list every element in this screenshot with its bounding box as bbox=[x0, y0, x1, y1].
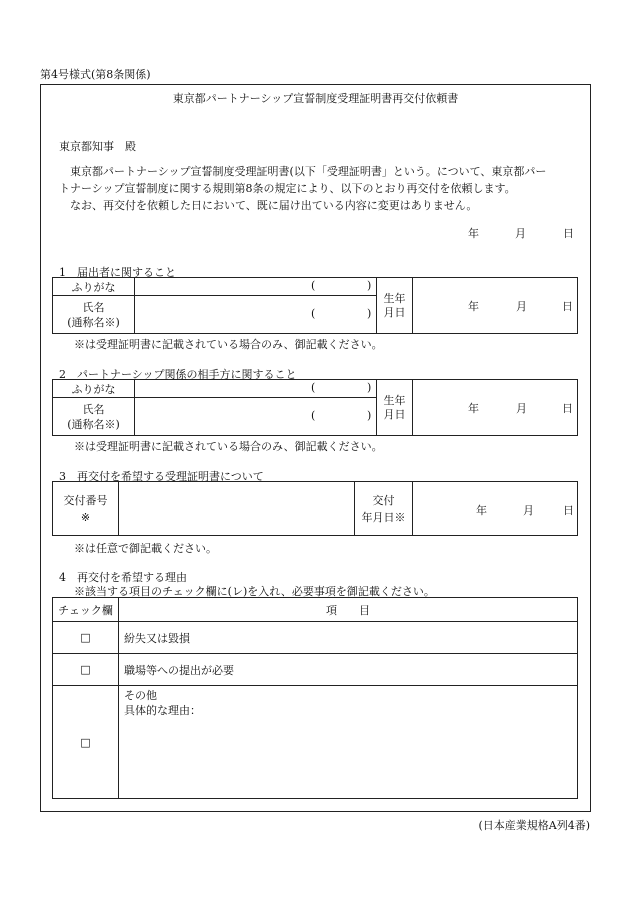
paren-open: ( bbox=[311, 409, 316, 422]
furigana-input[interactable] bbox=[135, 278, 377, 296]
paren-close: ) bbox=[367, 279, 372, 292]
birth-year: 年 bbox=[468, 300, 479, 313]
issue-number-label bbox=[53, 482, 119, 536]
paren-open: ( bbox=[311, 381, 316, 394]
footer-note: (日本産業規格A列4番) bbox=[478, 819, 590, 832]
request-date-month[interactable]: 月 bbox=[515, 227, 526, 240]
issue-number-label-line1: 交付番号 bbox=[63, 493, 108, 507]
checkbox-other[interactable]: □ bbox=[53, 686, 119, 799]
paren-open: ( bbox=[311, 279, 316, 292]
reason-other-label: その他 bbox=[124, 689, 157, 702]
issue-month: 月 bbox=[523, 504, 534, 517]
birthdate-label bbox=[377, 380, 413, 436]
col-check-header: チェック欄 bbox=[53, 598, 119, 622]
birthdate-input[interactable] bbox=[413, 380, 578, 436]
section3-heading: 3 再交付を希望する受理証明書について bbox=[59, 470, 264, 483]
issue-number-label-line2: ※ bbox=[80, 510, 91, 524]
birth-month: 月 bbox=[516, 402, 527, 415]
furigana-label: ふりがな bbox=[53, 278, 135, 296]
name-label bbox=[53, 296, 135, 334]
issue-number-input[interactable] bbox=[119, 482, 355, 536]
section2-table bbox=[52, 379, 578, 436]
paren-close: ) bbox=[367, 307, 372, 320]
reason-other-detail-label: 具体的な理由： bbox=[124, 704, 201, 717]
name-input[interactable] bbox=[135, 296, 377, 334]
reason-other[interactable] bbox=[119, 686, 578, 799]
name-label bbox=[53, 398, 135, 436]
issue-day: 日 bbox=[563, 504, 574, 517]
intro-line-2: トナーシップ宣誓制度に関する規則第8条の規定により、以下のとおり再交付を依頼します。 bbox=[59, 182, 516, 195]
furigana-input[interactable] bbox=[135, 380, 377, 398]
request-date-year[interactable]: 年 bbox=[468, 227, 479, 240]
birth-day: 日 bbox=[562, 402, 573, 415]
reason-table bbox=[52, 597, 578, 799]
reason-lost: 紛失又は毀損 bbox=[119, 622, 578, 654]
birth-year: 年 bbox=[468, 402, 479, 415]
section3-table bbox=[52, 481, 578, 536]
name-label-line2: (通称名※) bbox=[67, 417, 120, 431]
section3-note: ※は任意で御記載ください。 bbox=[74, 542, 217, 555]
paren-close: ) bbox=[367, 409, 372, 422]
name-input[interactable] bbox=[135, 398, 377, 436]
issue-date-label-line1: 交付 bbox=[372, 493, 395, 507]
issue-year: 年 bbox=[476, 504, 487, 517]
section4-instruction: ※該当する項目のチェック欄に(レ)を入れ、必要事項を御記載ください。 bbox=[74, 585, 435, 598]
birth-day: 日 bbox=[562, 300, 573, 313]
issue-date-input[interactable] bbox=[413, 482, 578, 536]
birthdate-label-line2: 月日 bbox=[383, 305, 406, 319]
intro-paragraph bbox=[59, 163, 585, 214]
section2-heading: 2 パートナーシップ関係の相手方に関すること bbox=[59, 368, 297, 381]
issue-date-label bbox=[355, 482, 413, 536]
section1-note: ※は受理証明書に記載されている場合のみ、御記載ください。 bbox=[74, 338, 383, 351]
issue-date-label-line2: 年月日※ bbox=[361, 510, 406, 524]
birth-month: 月 bbox=[516, 300, 527, 313]
section1-heading: 1 届出者に関すること bbox=[59, 266, 176, 279]
section2-note: ※は受理証明書に記載されている場合のみ、御記載ください。 bbox=[74, 440, 383, 453]
form-number-label: 第4号様式(第8条関係) bbox=[40, 68, 151, 81]
form-title: 東京都パートナーシップ宣誓制度受理証明書再交付依頼書 bbox=[172, 92, 459, 105]
paren-open: ( bbox=[311, 307, 316, 320]
furigana-label: ふりがな bbox=[53, 380, 135, 398]
checkbox-lost[interactable]: □ bbox=[53, 622, 119, 654]
reason-workplace: 職場等への提出が必要 bbox=[119, 654, 578, 686]
birthdate-input[interactable] bbox=[413, 278, 578, 334]
paren-close: ) bbox=[367, 381, 372, 394]
birthdate-label-line2: 月日 bbox=[383, 407, 406, 421]
birthdate-label-line1: 生年 bbox=[383, 393, 406, 407]
intro-line-3: なお、再交付を依頼した日において、既に届け出ている内容に変更はありません。 bbox=[70, 199, 478, 212]
birthdate-label-line1: 生年 bbox=[383, 291, 406, 305]
intro-line-1: 東京都パートナーシップ宣誓制度受理証明書(以下「受理証明書」という。について、東京都パー bbox=[70, 165, 547, 178]
name-label-line2: (通称名※) bbox=[67, 315, 120, 329]
checkbox-workplace[interactable]: □ bbox=[53, 654, 119, 686]
name-label-line1: 氏名 bbox=[82, 300, 105, 314]
col-item-header: 項 目 bbox=[119, 598, 578, 622]
section4-heading: 4 再交付を希望する理由 bbox=[59, 571, 187, 584]
birthdate-label bbox=[377, 278, 413, 334]
addressee: 東京都知事 殿 bbox=[59, 140, 136, 153]
name-label-line1: 氏名 bbox=[82, 402, 105, 416]
request-date-day[interactable]: 日 bbox=[563, 227, 574, 240]
section1-table bbox=[52, 277, 578, 334]
